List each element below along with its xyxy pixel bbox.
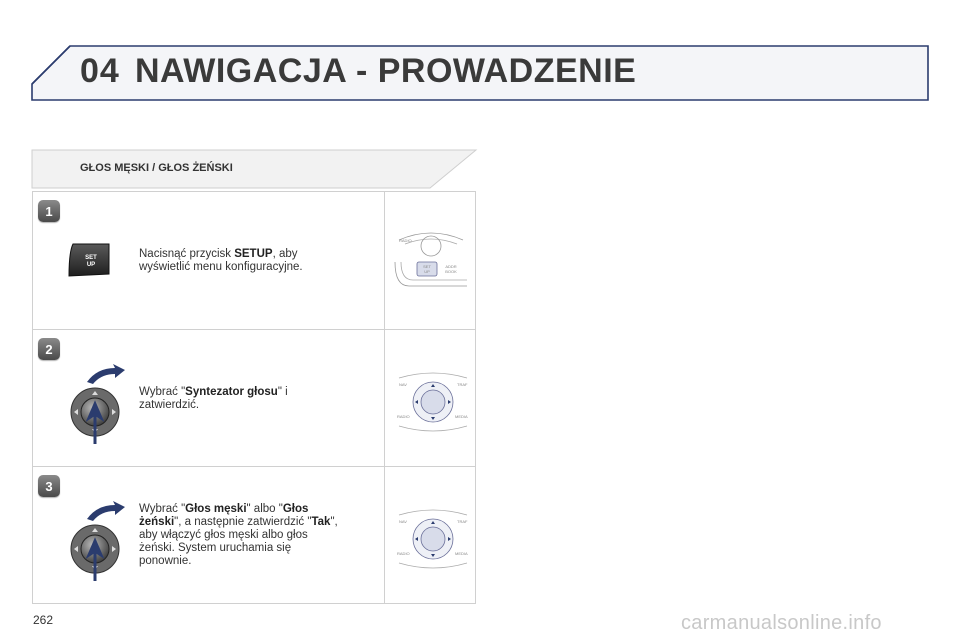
- svg-text:UP: UP: [424, 269, 430, 274]
- svg-text:TRAF: TRAF: [457, 519, 468, 524]
- step-number-badge: 1: [38, 200, 60, 222]
- setup-button-label-2: UP: [86, 262, 96, 268]
- step-2: [33, 329, 475, 466]
- page-title: NAWIGACJA - PROWADZENIE: [135, 52, 637, 90]
- control-panel-knob-thumbnail: [393, 509, 473, 569]
- svg-text:MEDIA: MEDIA: [455, 551, 468, 556]
- svg-text:NAV: NAV: [399, 519, 407, 524]
- watermark: carmanualsonline.info: [681, 612, 882, 634]
- svg-text:SET: SET: [423, 264, 431, 269]
- svg-text:BOOK: BOOK: [445, 269, 457, 274]
- section-title: GŁOS MĘSKI / GŁOS ŻEŃSKI: [80, 162, 233, 174]
- step-3: [33, 466, 475, 603]
- control-panel-setup-thumbnail: [391, 232, 471, 292]
- rotary-knob-select-icon: [67, 364, 127, 446]
- step-number-badge: 2: [38, 338, 60, 360]
- svg-text:RADIO: RADIO: [397, 414, 410, 419]
- control-panel-knob-thumbnail: [393, 372, 473, 432]
- setup-button-icon: [67, 242, 111, 278]
- svg-text:RADIO: RADIO: [397, 551, 410, 556]
- svg-text:ADDR: ADDR: [445, 264, 457, 269]
- svg-text:TRAF: TRAF: [457, 382, 468, 387]
- step-1: [33, 192, 475, 329]
- step-number-badge: 3: [38, 475, 60, 497]
- page-number: 262: [33, 613, 54, 627]
- rotary-knob-select-icon: [67, 501, 127, 583]
- step-2-instruction: Wybrać "Syntezator głosu" i zatwierdzić.: [139, 386, 288, 411]
- chapter-number: 04: [80, 52, 120, 90]
- svg-text:MEDIA: MEDIA: [455, 414, 468, 419]
- svg-text:NAV: NAV: [399, 382, 407, 387]
- step-1-instruction: Nacisnąć przycisk SETUP, aby wyświetlić menu konfiguracyjne.: [139, 248, 303, 273]
- setup-button-label-1: SET: [85, 255, 97, 261]
- steps-table: [32, 191, 476, 604]
- thumb-radio-label: RADIO: [399, 238, 412, 243]
- step-3-instruction: Wybrać "Głos męski" albo "Głos żeński", a następnie zatwierdzić "Tak", aby włączyć głos męski albo głos żeński. System uruchamia się ponownie.: [139, 503, 338, 567]
